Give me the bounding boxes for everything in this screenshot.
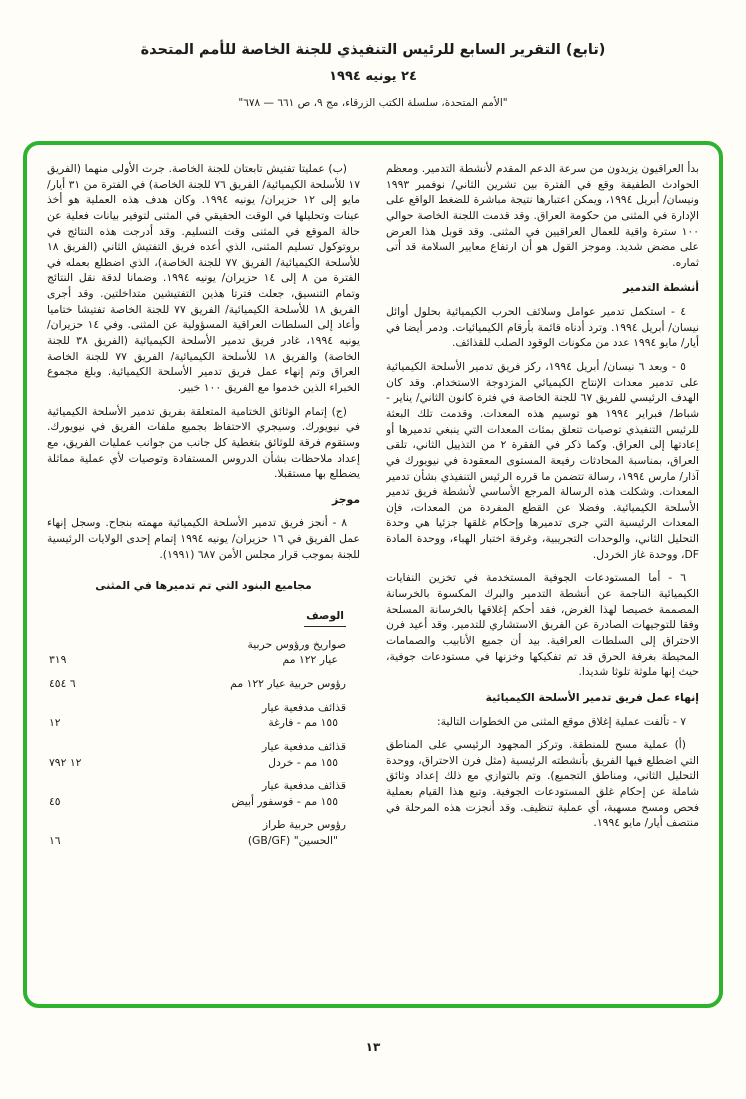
item-quantity: ١٢ [49,716,61,730]
left-column [47,161,360,990]
item-description-line: قذائف مدفعية عيار [262,700,346,714]
table-row [49,700,346,731]
item-description-line: ١٥٥ مم - فوسفور أبيض [231,794,338,808]
item-quantity: ٣١٩ [49,653,67,667]
item-description [262,700,346,731]
paragraph-c: (ج) إتمام الوثائق الختامية المتعلقة بفريق تدمير الأسلحة الكيميائية في نيويورك. وسيجري الاحتفاظ بجميع ملفات الفريق في نيويورك. وستقوم فرقة للوثائق بتغطية كل جانب من جوانب عمليات الفريق، مع إعداد ملاحظات بشأن الدروس المستفادة وتوصيات لأي عملية مماثلة يضطلع بها مستقبلا. [47,404,360,481]
document-header [0,42,746,109]
item-description [248,817,346,848]
item-quantity: ١٢ ٧٩٢ [49,755,82,769]
item-description [262,739,346,770]
item-description-line: رؤوس حربية طراز [262,818,346,832]
table-title: مجاميع البنود التي تم تدميرها في المثنى [95,579,312,593]
paragraph-6: ٦ - أما المستودعات الجوفية المستخدمة في تخزين النفايات الكيميائية الناجمة عن أنشطة التدمير والبرك المكسوة بالخرسانة المصممة خصيصا لهذا الغرض، فقد أحكم إغلاقها بالخرسانة المسلحة وفقا للتوجيهات الصادرة عن الفريق الاستشاري للتدمير. وقد أعيد فرن الاحتراق إلى السلطات العراقية. بيد أن جميع الأنابيب والصمامات المحيطة بغرفة الحرق قد تم تفكيكها وخزنها في مستودعات جوفية، حيث إنها ملوثة تلوثا شديدا. [386,571,699,679]
two-column-layout [47,161,699,990]
paragraph-4: ٤ - استكمل تدمير عوامل وسلائف الحرب الكيميائية بحلول أوائل نيسان/ أبريل ١٩٩٤. وترد أدناه قائمة بأرقام الكيميائيات. ودمر أيضا في أيار/ مايو ١٩٩٤ عدد من مكونات الوقود الصلب للقذائف. [386,305,699,350]
item-description-line: ١٥٥ مم - فارغة [268,716,338,730]
section-heading-destruction-activities: أنشطة التدمير [623,281,699,295]
item-description-line: ١٥٥ مم - خردل [268,755,338,769]
item-quantity: ٦ ٤٥٤ [49,676,76,690]
paragraph-8: ٨ - أنجز فريق تدمير الأسلحة الكيميائية مهمته بنجاح. وسجل إنهاء عمل الفريق في ١٦ حزيران/ يونيه ١٩٩٤ إتمام إحدى الولايات الرئيسية للجنة بموجب قرار مجلس الأمن ٦٨٧ (١٩٩١). [47,516,360,561]
item-description [231,778,346,809]
paragraph-continuation: بدأ العراقيون يزيدون من سرعة الدعم المقدم لأنشطة التدمير. ومعظم الحوادث الطفيفة وقع في الفترة بين تشرين الثاني/ نوفمبر ١٩٩٣ ونيسان/ أبريل ١٩٩٤، ويمكن اعتبارها نتيجة مباشرة للضغط الواقع على الإدارة في المثنى من حكومة العراق. وقد قدمت اللجنة الخاصة حوالي ١٠٠ سترة واقية للعمال العراقيين في المثنى. وقد قوبل هذا العرض على مضض شديد. وموجز القول هو أن ارتفاع معايير السلامة قد أتى ثماره. [386,162,699,269]
table-row [49,637,346,668]
table-column-header-description: الوصف [304,608,346,627]
right-column [386,161,699,990]
green-border-frame [23,141,723,1008]
item-description-line: قذائف مدفعية عيار [262,779,346,793]
table-row [49,817,346,848]
item-description-line: عيار ١٢٢ مم [282,653,338,667]
page-number: ١٣ [365,1040,381,1054]
section-heading-summary: موجز [332,492,360,506]
item-description [230,676,346,692]
table-header-row [49,608,346,627]
table-row [49,739,346,770]
section-heading-cdg-termination: إنهاء عمل فريق تدمير الأسلحة الكيميائية [485,690,699,704]
table-row [49,778,346,809]
document-title: (تابع) التقرير السابع للرئيس التنفيذي للجنة الخاصة للأمم المتحدة [140,42,606,58]
item-description-line: صواريخ ورؤوس حربية [247,637,346,651]
destroyed-items-table [47,608,360,849]
document-source-citation: "الأمم المتحدة، سلسلة الكتب الزرقاء، مج ٩، ص ٦٦١ — ٦٧٨" [238,97,508,109]
paragraph-7a: (أ) عملية مسح للمنطقة. وتركز المجهود الرئيسي على المناطق التي اضطلع فيها الفريق بأنشطته الرئيسية (مثل فرن الاحتراق، ووحدة التحليل الثاني، ومناطق التجميع). وتم بالتوازي مع ذلك إعداد وثائق شاملة عن إحكام غلق المستودعات الجوفية. وتبع هذا القيام بعملية فحص ومسح مسهبة، أي عملية تنظيف. وقد أنجزت هذه المرحلة في منتصف أيار/ مايو ١٩٩٤. [386,738,699,830]
paragraph-b: (ب) عمليتا تفتيش تابعتان للجنة الخاصة. جرت الأولى منهما (الفريق ١٧ للأسلحة الكيميائية/ الفريق ٧٦ للجنة الخاصة) في الفترة من ٣١ أيار/ مايو إلى ١٢ حزيران/ يونيه ١٩٩٤. وكان هدف هذه العملية هو أخذ عينات وتحليلها في الوقت الحقيقي في المثنى لتوفير بيانات فعلية عن حالة الموقع في المثنى وقت التسليم. وقد أدرجت هذه النتائج في بروتوكول تسليم المثنى، الذي أعده فريق التفتيش الثاني (الفريق ١٨ للأسلحة الكيميائية/ الفريق ٧٧ للجنة الخاصة)، الذي اضطلع بعمله في الفترة من ٨ إلى ١٤ حزيران/ يونيه ١٩٩٤. وضمانا لدقة نقل النتائج وتمام التنسيق، جعلت فترتا هذين التفتيشين متداخلتين. وقد أجرى الفريق ١٨ للأسلحة الكيميائية/ الفريق ٧٧ للجنة الخاصة تفتيشا ختاميا وأعاد إلى السلطات العراقية المسؤولية عن المثنى. وفي ١٤ حزيران/ يونيه ١٩٩٤، غادر فريق تدمير الأسلحة الكيميائية (الفريق ٣٨ للجنة الخاصة) والفريق ١٨ للأسلحة الكيميائية/ الفريق ٧٧ للجنة الخاصة العراق وتم إنهاء عمل فريق تدمير الأسلحة الكيميائية. وبلغ مجموع الخبراء الذين خدموا مع الفريق ١٠٠ خبير. [47,162,360,394]
document-date: ٢٤ يونيه ١٩٩٤ [329,69,417,84]
item-description-line: رؤوس حربية عيار ١٢٢ مم [230,676,346,690]
item-description [247,637,346,668]
item-description-line: "الحسين" (GB/GF) [247,834,338,848]
item-description-line: قذائف مدفعية عيار [262,739,346,753]
item-quantity: ٤٥ [49,794,61,808]
paragraph-7: ٧ - تألفت عملية إغلاق موقع المثنى من الخطوات التالية: [436,714,686,728]
item-quantity: ١٦ [49,834,61,848]
paragraph-5: ٥ - وبعد ٦ نيسان/ أبريل ١٩٩٤، ركز فريق تدمير الأسلحة الكيميائية على تدمير معدات الإنتاج الكيميائي المزدوجة الاستخدام. وقد كان الهدف الرئيسي للفريق ٦٧ للجنة الخاصة في فترة كانون الثاني/ يناير - شباط/ فبراير ١٩٩٤ هو توسيم هذه المعدات. وقدمت تلك البعثة للرئيس التنفيذي توصيات تتعلق بمئات المعدات التي ينبغي تدميرها أو إعادتها إلى العراق. وكما ذكر في الفقرة ٢ من التذييل الثاني، تلقى العراق، بمناسبة المحادثات رفيعة المستوى المعقودة في نيويورك في آذار/ مارس ١٩٩٤، رسالة تتضمن ما قرره الرئيس التنفيذي بشأن تدمير المعدات. وشكلت هذه الرسالة المرجع الأساسي لأنشطة فريق تدمير الأسلحة الكيميائية. وفضلا عن القطع المفردة من المعدات، فإن المعدات الرئيسية التي جرى تدميرها وإحكام غلقها جزئيا هي وحدة التحليل الثاني، والوحدات التجريبية، وغرفة اختبار الهباء، ووحدة المادة DF، ووحدة غاز الخردل. [386,360,699,561]
table-row [49,676,346,692]
